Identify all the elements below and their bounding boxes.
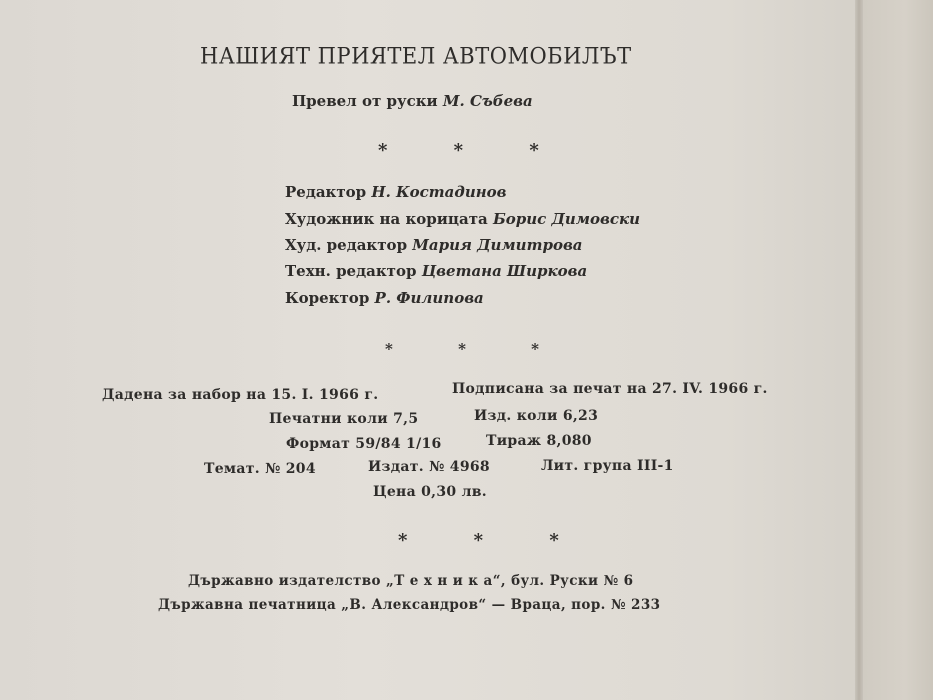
staff-name: Н. Костадинов xyxy=(371,183,507,201)
page-gutter xyxy=(855,0,863,700)
staff-role: Худ. редактор xyxy=(285,236,408,254)
staff-role: Редактор xyxy=(285,183,367,201)
publisher-sheets: Изд. коли 6,23 xyxy=(474,408,599,424)
translator-line xyxy=(292,92,533,110)
separator-stars: * * * xyxy=(385,340,569,358)
staff-name: Цветана Ширкова xyxy=(421,262,588,280)
staff-name: Р. Филипова xyxy=(374,289,484,307)
separator-stars: * * * xyxy=(378,140,569,161)
staff-role: Коректор xyxy=(285,289,370,307)
typeset-date: Дадена за набор на 15. I. 1966 г. xyxy=(102,387,379,403)
printer-imprint: Държавна печатница „В. Александров“ — Враца, пор. № 233 xyxy=(158,597,661,613)
book-title: НАШИЯТ ПРИЯТЕЛ АВТОМОБИЛЪТ xyxy=(200,43,632,69)
print-run: Тираж 8,080 xyxy=(486,433,592,449)
translator-name: М. Събева xyxy=(442,92,533,110)
staff-line-cover-artist xyxy=(285,210,640,228)
publisher-imprint: Държавно издателство „Т е х н и к а“, бул. Руски № 6 xyxy=(188,573,634,589)
price: Цена 0,30 лв. xyxy=(373,484,487,500)
edition-number: Издат. № 4968 xyxy=(368,459,490,475)
staff-role: Техн. редактор xyxy=(285,262,417,280)
lit-group: Лит. група III-1 xyxy=(541,458,674,474)
staff-line-editor xyxy=(285,183,507,201)
staff-line-proofreader xyxy=(285,289,484,307)
translator-prefix: Превел от руски xyxy=(292,92,438,110)
format: Формат 59/84 1/16 xyxy=(286,436,442,452)
print-date: Подписана за печат на 27. IV. 1966 г. xyxy=(452,381,768,397)
theme-number: Темат. № 204 xyxy=(204,461,316,477)
staff-line-tech-editor xyxy=(285,262,587,280)
printed-sheets: Печатни коли 7,5 xyxy=(269,411,419,427)
staff-line-art-editor xyxy=(285,236,583,254)
separator-stars: * * * xyxy=(398,530,589,551)
staff-name: Мария Димитрова xyxy=(412,236,583,254)
staff-role: Художник на корицата xyxy=(285,210,488,228)
staff-name: Борис Димовски xyxy=(492,210,641,228)
page-edge xyxy=(863,0,933,700)
